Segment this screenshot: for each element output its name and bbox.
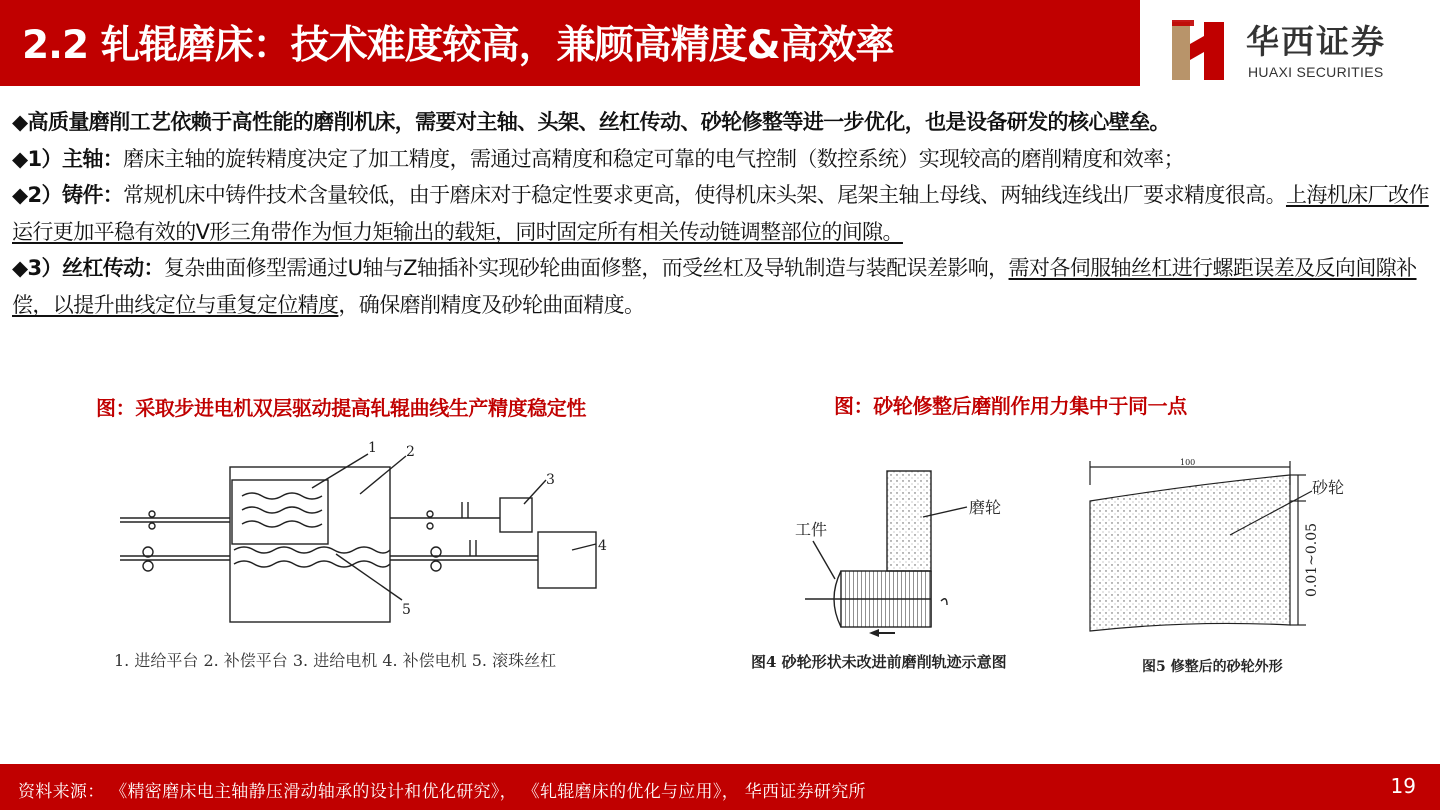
spindle-text: 磨床主轴的旋转精度决定了加工精度，需通过高精度和稳定可靠的电气控制（数控系统）实现较高的磨削精度和效率；	[123, 146, 1184, 171]
spindle-label: ◆1）主轴：	[12, 146, 124, 171]
stepper-drive-diagram	[110, 432, 650, 677]
casting-text: 常规机床中铸件技术含量较低，由于磨床对于稳定性要求更高，使得机床头架、尾架主轴上母线、两轴线连线出厂要求精度很高。	[123, 183, 1286, 207]
fig4-caption: 图4 砂轮形状未改进前磨削轨迹示意图	[751, 653, 1007, 671]
fig4-workpiece-label: 工件	[795, 520, 828, 539]
caption-left-figure: 图：采取步进电机双层驱动提高轧辊曲线生产精度稳定性	[96, 396, 586, 420]
screw-tail-text: ，确保磨削精度及砂轮曲面精度。	[338, 292, 645, 317]
grinding-trajectory-diagram	[745, 455, 1035, 685]
label-5: 5	[402, 602, 411, 618]
body-text	[12, 104, 1432, 323]
title-bar	[0, 0, 1140, 86]
label-1: 1	[368, 440, 377, 456]
fig5-caption: 图5 修整后的砂轮外形	[1142, 659, 1283, 675]
screw-label: ◆3）丝杠传动：	[12, 256, 164, 280]
paragraph-casting	[12, 177, 1432, 250]
fig4-wheel-label: 磨轮	[969, 498, 1002, 517]
casting-label: ◆2）铸件：	[12, 183, 124, 207]
screw-underline-text: 需对各伺服轴丝杠进行螺距误差及反向间隙补偿，以提升曲线定位与重复定位精度	[12, 256, 1417, 317]
logo-english-name: HUAXI SECURITIES	[1248, 64, 1384, 80]
figure-legend: 1. 进给平台 2. 补偿平台 3. 进给电机 4. 补偿电机 5. 滚珠丝杠	[114, 651, 557, 670]
label-4: 4	[598, 538, 607, 554]
logo-mark-icon	[1168, 18, 1230, 84]
page-number: 19	[1390, 774, 1416, 798]
paragraph-spindle	[12, 141, 1432, 178]
logo-chinese-name: 华西证券	[1246, 22, 1386, 61]
label-3: 3	[546, 472, 555, 488]
paragraph-screw	[12, 250, 1432, 323]
company-logo	[1168, 12, 1428, 84]
page-title: 2.2 轧辊磨床：技术难度较高，兼顾高精度&高效率	[22, 23, 894, 68]
caption-right-figure: 图：砂轮修整后磨削作用力集中于同一点	[834, 394, 1187, 418]
fig5-dimension-side: 0.01~0.05	[1304, 522, 1320, 597]
footer-bar	[0, 764, 1440, 810]
trimmed-wheel-shape-diagram	[1080, 455, 1360, 685]
fig5-dimension-top: 100	[1180, 458, 1196, 467]
intro-paragraph: ◆高质量磨削工艺依赖于高性能的磨削机床，需要对主轴、头架、丝杠传动、砂轮修整等进一步优化，也是设备研发的核心壁垒。	[12, 110, 1170, 134]
screw-text: 复杂曲面修型需通过U轴与Z轴插补实现砂轮曲面修整，而受丝杠及导轨制造与装配误差影响，	[163, 256, 1009, 280]
footer-source: 资料来源： 《精密磨床电主轴静压滑动轴承的设计和优化研究》， 《轧辊磨床的优化与应用》， 华西证券研究所	[18, 782, 866, 802]
label-2: 2	[406, 444, 415, 460]
casting-underline-text: 上海机床厂改作运行更加平稳有效的V形三角带作为恒力矩输出的载矩，同时固定所有相关传动链调整部位的间隙。	[12, 183, 1429, 244]
fig5-wheel-label: 砂轮	[1312, 478, 1345, 497]
